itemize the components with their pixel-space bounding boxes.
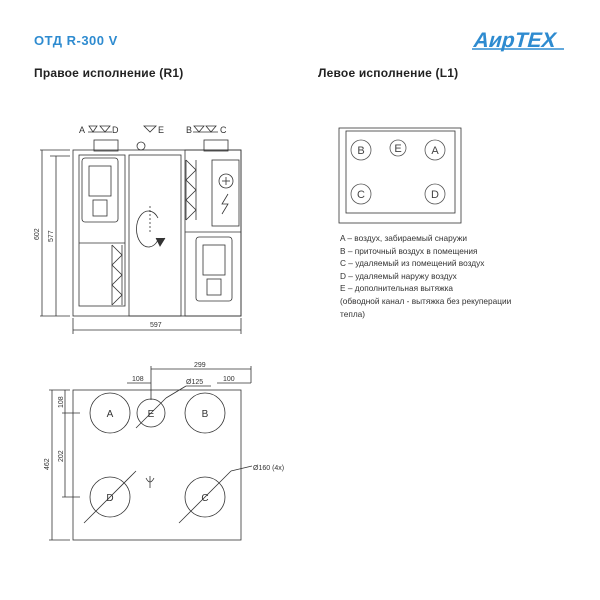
legend-line-e-note: (обводной канал - вытяжка без рекуперации xyxy=(340,295,512,306)
top-port-a-label: A xyxy=(106,409,114,420)
top-port-e-label: E xyxy=(147,409,155,420)
top-view-body xyxy=(73,390,241,540)
dim-offset-right: 100 xyxy=(223,376,235,383)
front-port-b-label: B xyxy=(186,125,193,135)
dim-height-total: 602 xyxy=(34,228,41,240)
dim-diameter-e: Ø125 xyxy=(186,379,204,386)
top-port-c-label: C xyxy=(201,493,209,504)
brand-logo-text: АирТЕХ xyxy=(471,28,560,52)
l1-port-b: B xyxy=(357,145,365,157)
front-port-d-label: D xyxy=(112,125,119,135)
legend-line-b: B – приточный воздух в помещения xyxy=(340,245,478,256)
front-port-e-label: E xyxy=(158,125,165,135)
l1-port-e: E xyxy=(394,143,402,155)
l1-port-a: A xyxy=(431,145,439,157)
top-port-b-label: B xyxy=(201,409,209,420)
dim-height-total-top: 462 xyxy=(44,458,51,470)
legend-line-e: E – дополнительная вытяжка xyxy=(340,283,454,294)
dim-height-mid: 202 xyxy=(58,450,65,462)
front-port-a-label: A xyxy=(79,125,86,135)
dim-diameter-main: Ø160 (4x) xyxy=(253,465,285,472)
l1-port-d: D xyxy=(431,189,439,201)
legend-line-a: A – воздух, забираемый снаружи xyxy=(340,233,468,243)
dim-width-total: 299 xyxy=(194,362,206,369)
left-version-title: Левое исполнение (L1) xyxy=(318,66,459,80)
dim-offset-left: 108 xyxy=(132,376,144,383)
document-title: ОТД R-300 V xyxy=(34,33,118,48)
right-version-title: Правое исполнение (R1) xyxy=(34,66,184,80)
dim-height-top: 108 xyxy=(58,396,65,408)
dim-height-inner: 577 xyxy=(48,230,55,242)
legend-line-d: D – удаляемый наружу воздух xyxy=(340,270,457,281)
l1-port-c: C xyxy=(357,189,365,201)
legend-line-e-note-end: тепла) xyxy=(340,308,366,319)
top-port-d-label: D xyxy=(106,493,114,504)
legend-line-c: C – удаляемый из помещений воздух xyxy=(340,258,485,269)
dim-width: 597 xyxy=(150,322,162,329)
front-port-c-label: C xyxy=(220,125,227,135)
